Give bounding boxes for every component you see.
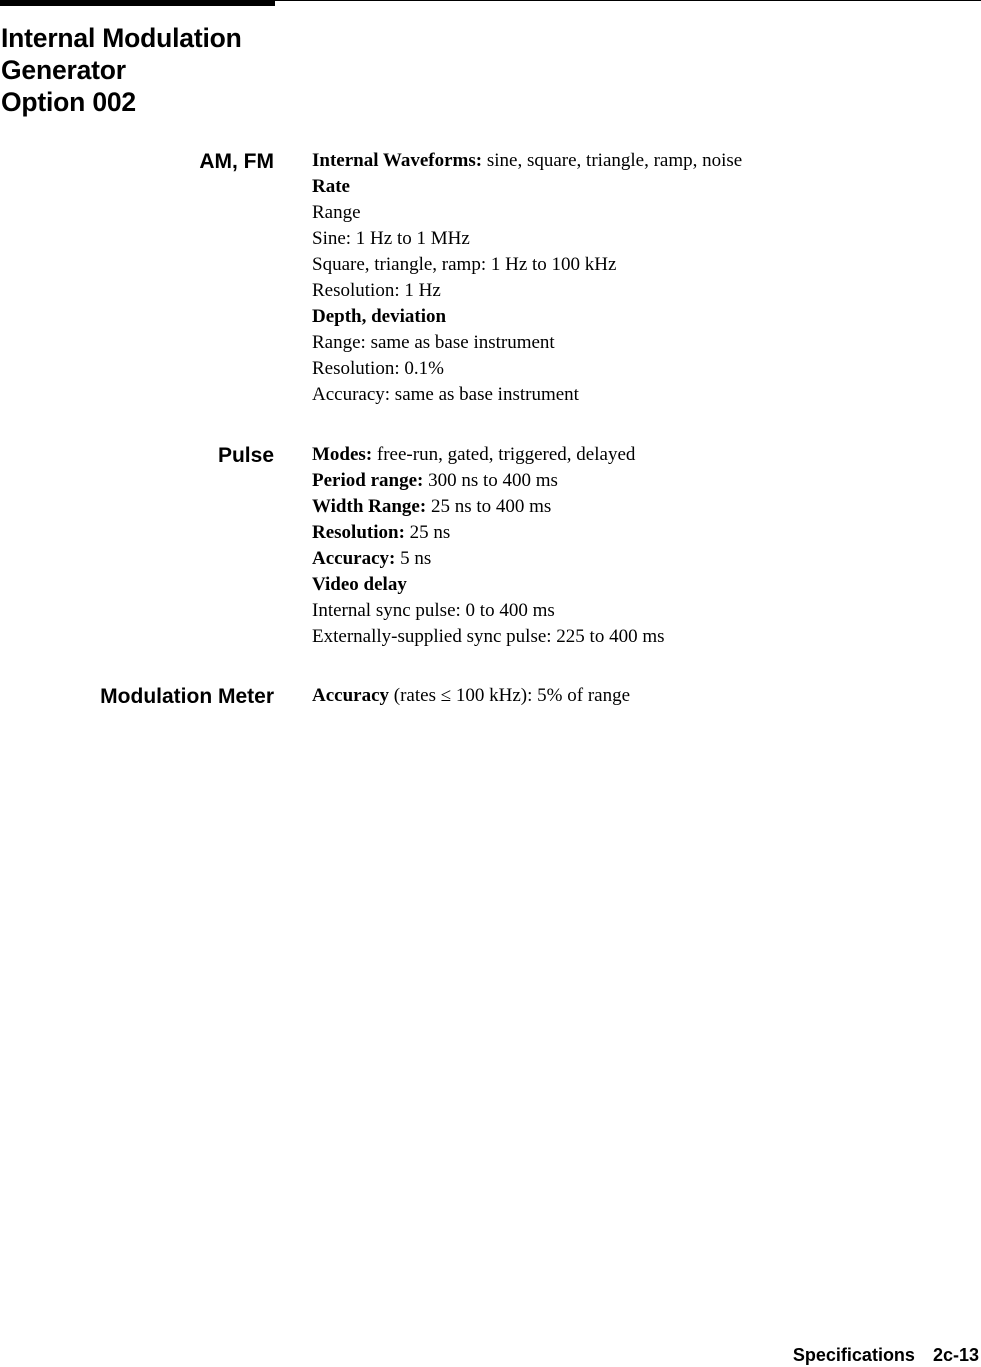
spec-value: (rates ≤ 100 kHz): 5% of range: [389, 685, 631, 706]
spec-heading: Video delay: [312, 574, 407, 595]
spec-depth-heading: [312, 304, 742, 330]
spec-term: Internal Waveforms:: [312, 150, 483, 171]
title-line-1: Internal Modulation: [1, 23, 242, 53]
spec-term: Modes:: [312, 444, 373, 465]
spec-heading: Rate: [312, 176, 350, 197]
spec-term: Width Range:: [312, 496, 427, 517]
spec-value: free-run, gated, triggered, delayed: [372, 444, 636, 465]
spec-resolution: [312, 520, 665, 546]
section-label-am-fm: AM, FM: [199, 150, 274, 173]
header-rule-thick: [0, 0, 275, 6]
spec-depth-resolution: Resolution: 0.1%: [312, 358, 444, 379]
spec-value: 5 ns: [395, 548, 432, 569]
footer-section-name: Specifications: [792, 1345, 915, 1365]
spec-value: 25 ns: [404, 522, 451, 543]
spec-term: Accuracy: [312, 685, 390, 706]
section-body-modulation-meter: [312, 683, 630, 709]
spec-video-delay-heading: [312, 572, 665, 598]
page-title: [1, 22, 242, 118]
spec-meter-accuracy: [312, 683, 630, 709]
page-footer: [793, 1343, 979, 1367]
spec-value: 300 ns to 400 ms: [423, 470, 558, 491]
spec-depth-accuracy: Accuracy: same as base instrument: [312, 384, 579, 405]
spec-range-label: Range: [312, 202, 361, 223]
title-line-3: Option 002: [1, 87, 136, 117]
spec-term: Accuracy:: [312, 548, 396, 569]
footer-page-number: 2c-13: [932, 1345, 979, 1365]
section-label-pulse: Pulse: [217, 444, 274, 467]
section-body-am-fm: [312, 148, 742, 408]
spec-value: sine, square, triangle, ramp, noise: [482, 150, 743, 171]
spec-accuracy: [312, 546, 665, 572]
section-label-modulation-meter: Modulation Meter: [100, 685, 274, 708]
spec-rate-heading: [312, 174, 742, 200]
spec-internal-sync: Internal sync pulse: 0 to 400 ms: [312, 600, 555, 621]
spec-rate-resolution: Resolution: 1 Hz: [312, 280, 441, 301]
spec-depth-range: Range: same as base instrument: [312, 332, 555, 353]
spec-term: Resolution:: [312, 522, 405, 543]
spec-external-sync: Externally-supplied sync pulse: 225 to 400 ms: [312, 626, 665, 647]
header-rule-thin: [275, 0, 981, 1]
spec-value: 25 ns to 400 ms: [426, 496, 552, 517]
title-line-2: Generator: [1, 55, 126, 85]
spec-internal-waveforms: [312, 148, 742, 174]
spec-period-range: [312, 468, 665, 494]
section-body-pulse: [312, 442, 665, 650]
spec-heading: Depth, deviation: [312, 306, 447, 327]
spec-square-range: Square, triangle, ramp: 1 Hz to 100 kHz: [312, 254, 617, 275]
spec-modes: [312, 442, 665, 468]
spec-sine-range: Sine: 1 Hz to 1 MHz: [312, 228, 470, 249]
spec-width-range: [312, 494, 665, 520]
spec-term: Period range:: [312, 470, 424, 491]
